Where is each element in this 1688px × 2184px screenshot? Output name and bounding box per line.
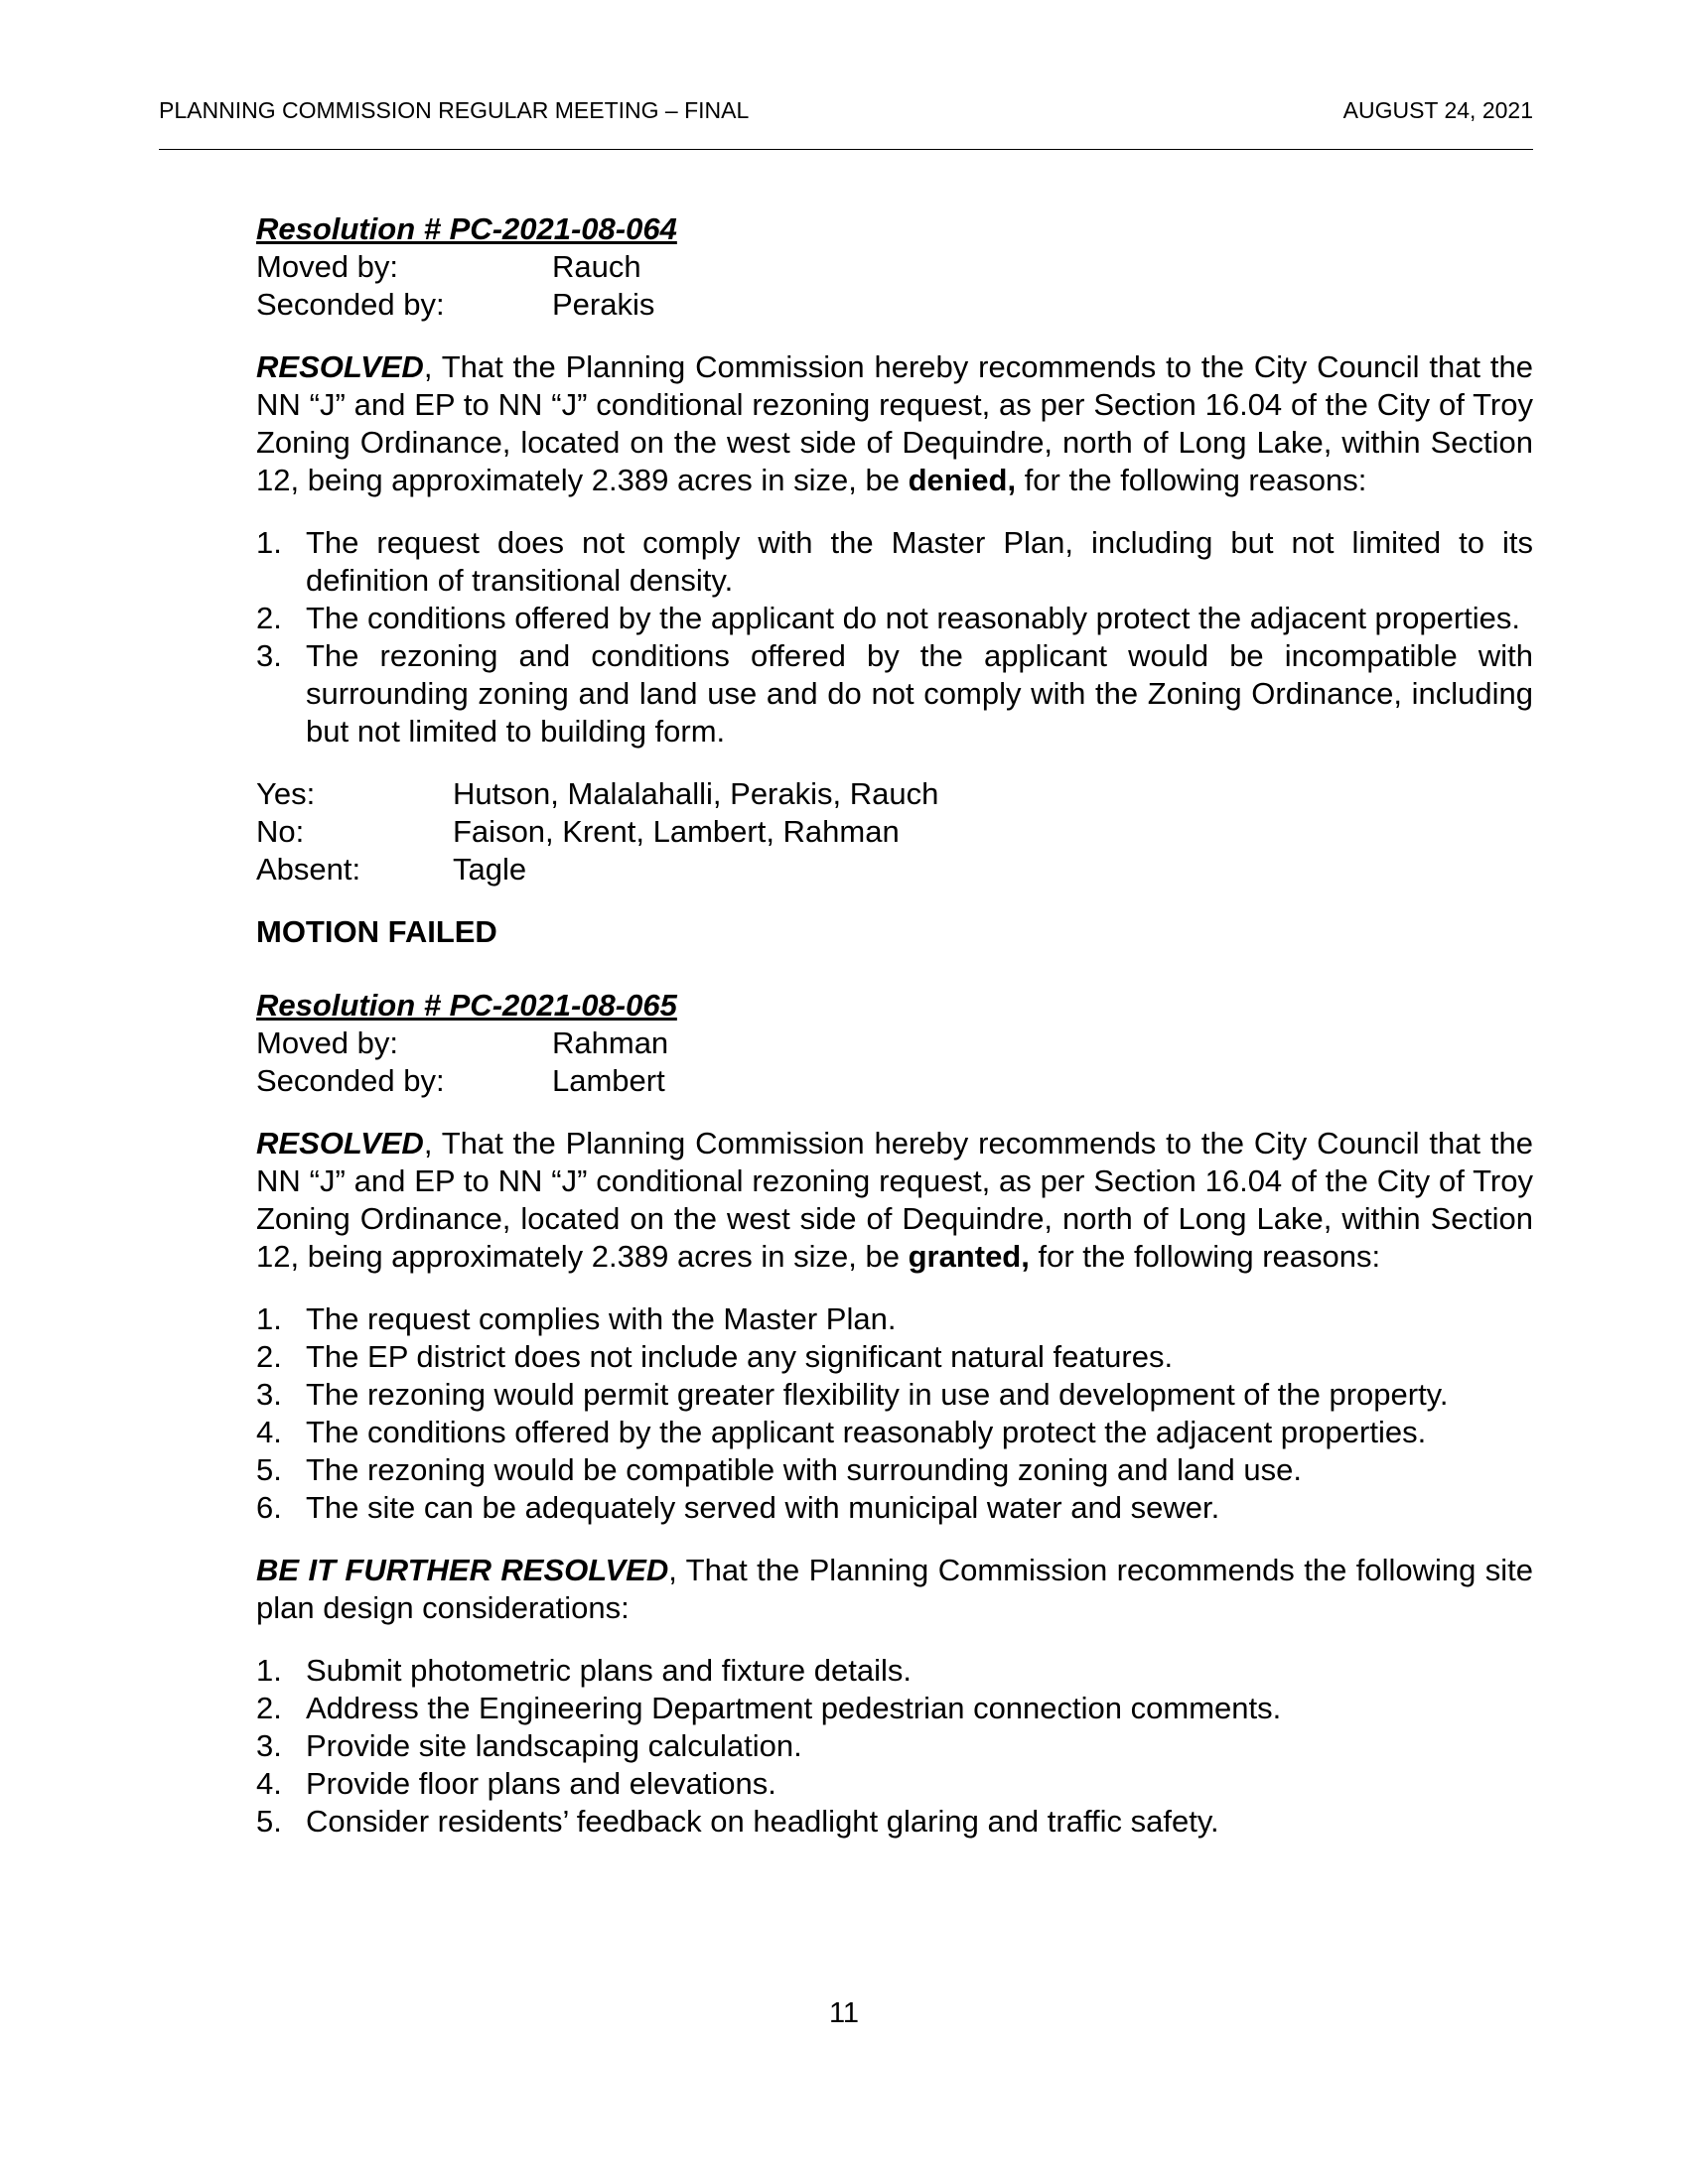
page-header: [159, 97, 1533, 124]
resolved-text-a: , That the Planning Commission hereby recommends to the City Council that the NN “J” and EP to NN “J” conditional rezoning request, as per Section 16.04 of the City of Troy Zoning Ordinance, located on the west side of Dequindre, north of Long Lake, within Section 12, being approximately 2.389 acres in size, be: [256, 349, 1533, 497]
list-item: 1. The request does not comply with the Master Plan, including but not limited to its definition of transitional density.: [256, 525, 1533, 598]
seconded-by-label: Seconded by:: [256, 287, 445, 322]
resolved-lead: RESOLVED: [256, 349, 424, 384]
resolved-text-b: for the following reasons:: [1016, 463, 1367, 497]
resolution-title: Resolution # PC-2021-08-065: [256, 988, 677, 1023]
resolved-paragraph: [256, 1125, 1533, 1276]
vote-yes-value: Hutson, Malalahalli, Perakis, Rauch: [453, 776, 939, 811]
resolved-decision: granted,: [908, 1239, 1030, 1274]
seconded-by-row: [256, 286, 1533, 324]
vote-yes-label: Yes:: [256, 776, 316, 811]
resolved-text-b: for the following reasons:: [1029, 1239, 1381, 1274]
further-resolved-paragraph: [256, 1552, 1533, 1627]
seconded-by-value: Lambert: [552, 1063, 665, 1098]
resolved-decision: denied,: [908, 463, 1017, 497]
moved-by-label: Moved by:: [256, 1025, 399, 1060]
resolution-064: [256, 210, 1533, 951]
vote-absent-value: Tagle: [453, 852, 527, 887]
moved-by-label: Moved by:: [256, 249, 399, 284]
list-item: 3. The rezoning and conditions offered by the applicant would be incompatible with surrounding zoning and land use and do not comply with the Zoning Ordinance, including but not limited to building form.: [256, 638, 1533, 749]
motion-outcome: MOTION FAILED: [256, 914, 497, 949]
further-resolved-text: , That the Planning Commission recommends the following site plan design considerations:: [256, 1553, 1534, 1625]
seconded-by-row: [256, 1062, 1533, 1100]
list-item: 2. Address the Engineering Department pedestrian connection comments.: [256, 1691, 1282, 1725]
list-item: 1. Submit photometric plans and fixture details.: [256, 1653, 912, 1688]
list-item: 3. The rezoning would permit greater flexibility in use and development of the property.: [256, 1377, 1449, 1412]
further-resolved-lead: BE IT FURTHER RESOLVED: [256, 1553, 669, 1587]
resolved-text-a: , That the Planning Commission hereby recommends to the City Council that the NN “J” and EP to NN “J” conditional rezoning request, as per Section 16.04 of the City of Troy Zoning Ordinance, located on the west side of Dequindre, north of Long Lake, within Section 12, being approximately 2.389 acres in size, be: [256, 1126, 1533, 1274]
header-date: AUGUST 24, 2021: [1342, 97, 1533, 123]
list-item: 5. Consider residents’ feedback on headlight glaring and traffic safety.: [256, 1804, 1219, 1839]
vote-no-value: Faison, Krent, Lambert, Rahman: [453, 814, 900, 849]
vote-no-label: No:: [256, 814, 305, 849]
considerations-list: [256, 1652, 1533, 1841]
reasons-list: [256, 524, 1533, 751]
list-item: 1. The request complies with the Master Plan.: [256, 1301, 897, 1336]
header-rule: [159, 149, 1533, 150]
resolved-paragraph: [256, 348, 1533, 499]
page-number: 11: [828, 1997, 860, 2029]
resolved-lead: RESOLVED: [256, 1126, 424, 1160]
moved-by-row: [256, 248, 1533, 286]
list-item: 2. The conditions offered by the applicant do not reasonably protect the adjacent properties.: [256, 601, 1521, 635]
list-item: 4. The conditions offered by the applicant reasonably protect the adjacent properties.: [256, 1415, 1427, 1449]
list-item: 4. Provide floor plans and elevations.: [256, 1766, 776, 1801]
moved-by-value: Rahman: [552, 1025, 669, 1060]
seconded-by-value: Perakis: [552, 287, 655, 322]
list-item: 2. The EP district does not include any significant natural features.: [256, 1339, 1174, 1374]
resolution-065: [256, 987, 1533, 1841]
vote-no-row: [256, 813, 1533, 851]
seconded-by-label: Seconded by:: [256, 1063, 445, 1098]
moved-by-value: Rauch: [552, 249, 641, 284]
reasons-list: [256, 1300, 1533, 1527]
moved-by-row: [256, 1024, 1533, 1062]
vote-absent-row: [256, 851, 1533, 888]
resolution-title: Resolution # PC-2021-08-064: [256, 211, 677, 246]
list-item: 5. The rezoning would be compatible with surrounding zoning and land use.: [256, 1452, 1302, 1487]
header-title: PLANNING COMMISSION REGULAR MEETING – FINAL: [159, 97, 750, 123]
vote-yes-row: [256, 775, 1533, 813]
vote-absent-label: Absent:: [256, 852, 361, 887]
list-item: 3. Provide site landscaping calculation.: [256, 1728, 802, 1763]
page-content: [256, 210, 1533, 1841]
list-item: 6. The site can be adequately served with municipal water and sewer.: [256, 1490, 1220, 1525]
